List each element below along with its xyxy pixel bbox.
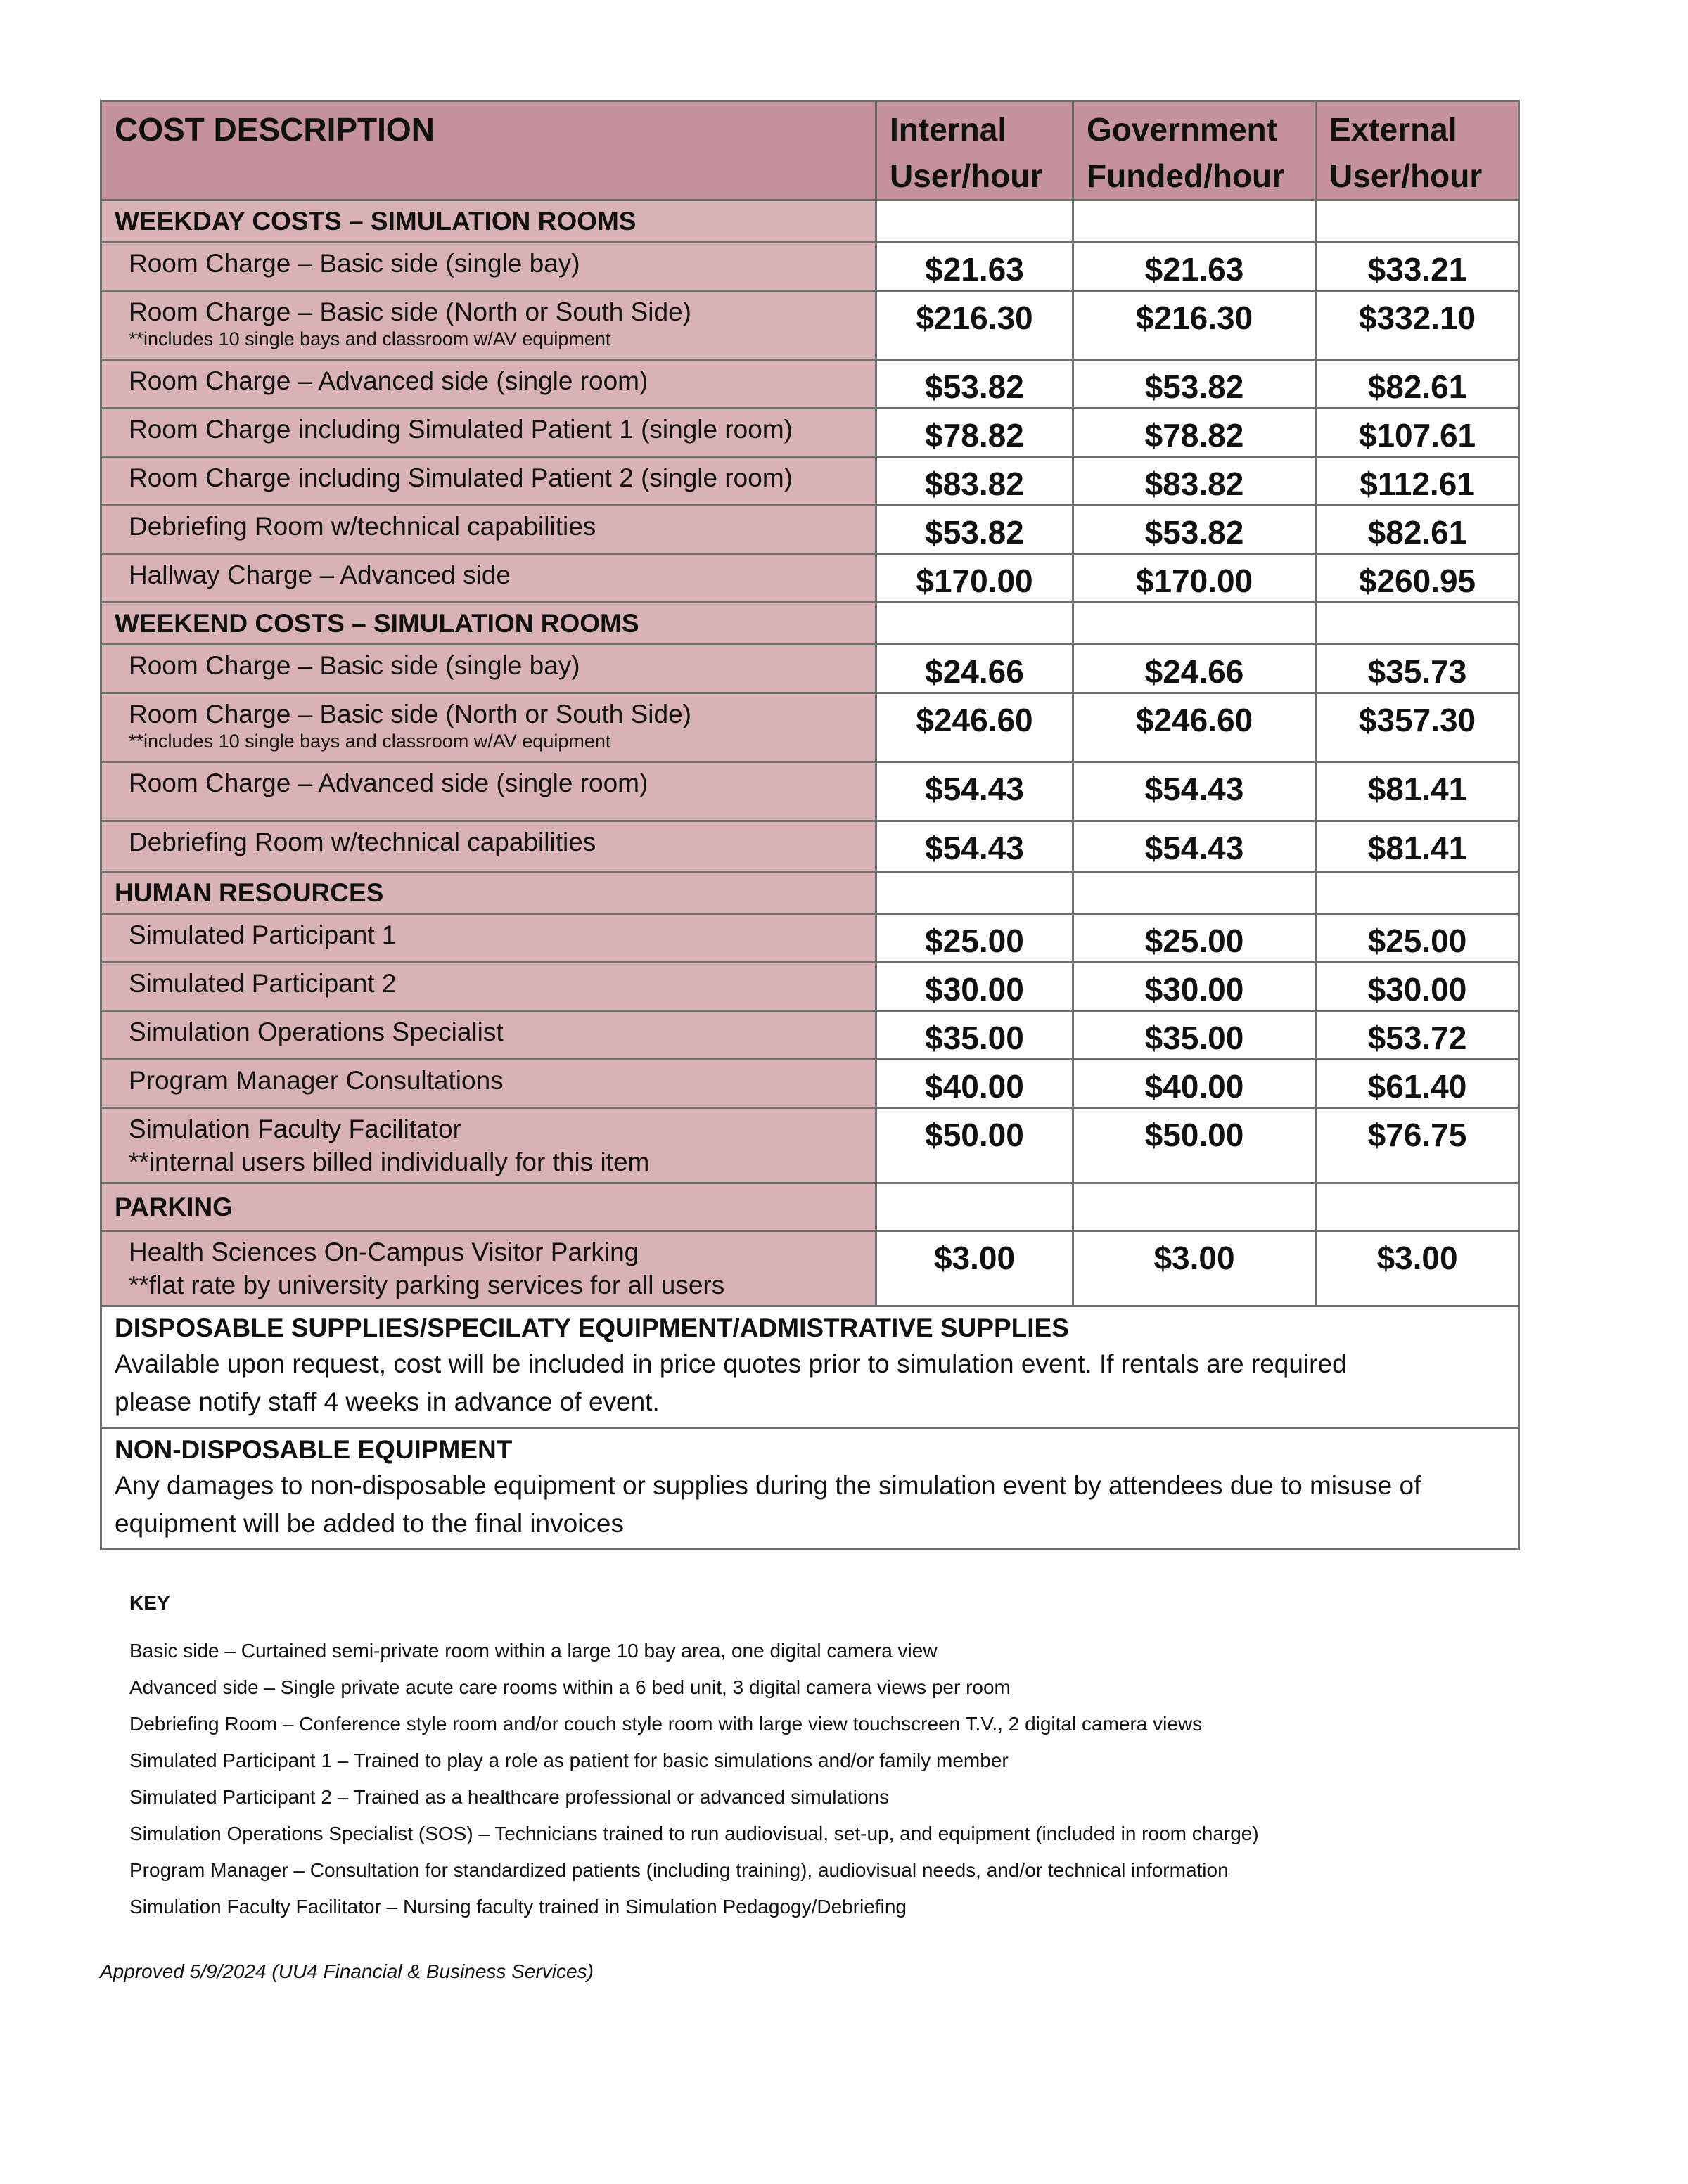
section-row-human-resources	[101, 872, 1519, 914]
table-row	[101, 914, 1519, 963]
key-item: Simulated Participant 2 – Trained as a healthcare professional or advanced simulations	[129, 1786, 890, 1808]
external-price: $357.30	[1316, 693, 1519, 762]
internal-price: $21.63	[876, 243, 1073, 291]
row-label: Health Sciences On-Campus Visitor Parking	[129, 1238, 639, 1266]
header-line: Internal	[890, 111, 1007, 148]
key-item: Basic side – Curtained semi-private room within a large 10 bay area, one digital camera view	[129, 1640, 938, 1662]
section-title-weekend: WEEKEND COSTS – SIMULATION ROOMS	[101, 603, 876, 645]
header-line: Funded/hour	[1087, 158, 1285, 194]
external-price: $81.41	[1316, 821, 1519, 872]
table-row	[101, 554, 1519, 603]
government-price: $40.00	[1073, 1060, 1316, 1108]
government-funded-header	[1073, 101, 1316, 200]
internal-price: $24.66	[876, 645, 1073, 693]
table-row	[101, 1108, 1519, 1183]
government-price: $24.66	[1073, 645, 1316, 693]
external-price: $81.41	[1316, 762, 1519, 821]
row-label: Room Charge – Basic side (North or South Side)	[129, 700, 691, 728]
external-price: $82.61	[1316, 506, 1519, 554]
key-item: Simulation Faculty Facilitator – Nursing faculty trained in Simulation Pedagogy/Debriefing	[129, 1896, 907, 1918]
external-price: $35.73	[1316, 645, 1519, 693]
internal-price: $78.82	[876, 409, 1073, 457]
section-row-weekday	[101, 200, 1519, 243]
key-legend	[129, 1592, 1606, 1925]
key-item: Simulation Operations Specialist (SOS) – Technicians trained to run audiovisual, set-up, and equipment (included in room charge)	[129, 1823, 1259, 1844]
row-label: Simulated Participant 2	[129, 969, 397, 998]
government-price: $50.00	[1073, 1108, 1316, 1183]
government-price: $3.00	[1073, 1231, 1316, 1306]
government-price: $30.00	[1073, 963, 1316, 1011]
row-label: Room Charge – Advanced side (single room)	[129, 769, 648, 797]
header-line: Government	[1087, 111, 1277, 148]
external-price: $30.00	[1316, 963, 1519, 1011]
disposable-supplies-row	[101, 1306, 1519, 1428]
header-line: User/hour	[890, 158, 1043, 194]
government-price: $170.00	[1073, 554, 1316, 603]
row-note: **internal users billed individually for this item	[129, 1148, 650, 1176]
external-price: $33.21	[1316, 243, 1519, 291]
row-note: **flat rate by university parking services for all users	[129, 1271, 725, 1299]
key-item: Debriefing Room – Conference style room and/or couch style room with large view touchscreen T.V., 2 digital camera views	[129, 1713, 1203, 1735]
government-price: $78.82	[1073, 409, 1316, 457]
internal-price: $83.82	[876, 457, 1073, 506]
row-label: Room Charge – Advanced side (single room)	[129, 366, 648, 395]
row-label: Simulation Faculty Facilitator	[129, 1115, 461, 1143]
section-title-weekday: WEEKDAY COSTS – SIMULATION ROOMS	[101, 200, 876, 243]
non-disposable-equipment-text: Any damages to non-disposable equipment or supplies during the simulation event by attendees due to misuse of equipment will be added to the final invoices	[115, 1471, 1421, 1538]
table-row	[101, 821, 1519, 872]
external-price: $260.95	[1316, 554, 1519, 603]
internal-price: $216.30	[876, 291, 1073, 360]
key-title: KEY	[129, 1592, 170, 1614]
external-price: $82.61	[1316, 360, 1519, 409]
table-row	[101, 1231, 1519, 1306]
cost-table	[100, 100, 1520, 1550]
row-note: **includes 10 single bays and classroom w/AV equipment	[129, 731, 611, 752]
table-row	[101, 762, 1519, 821]
internal-price: $54.43	[876, 821, 1073, 872]
key-item: Advanced side – Single private acute care rooms within a 6 bed unit, 3 digital camera views per room	[129, 1676, 1011, 1698]
internal-user-header	[876, 101, 1073, 200]
table-row	[101, 360, 1519, 409]
internal-price: $54.43	[876, 762, 1073, 821]
external-price: $107.61	[1316, 409, 1519, 457]
row-label: Debriefing Room w/technical capabilities	[129, 512, 596, 541]
table-row	[101, 1060, 1519, 1108]
government-price: $53.82	[1073, 360, 1316, 409]
non-disposable-equipment-row	[101, 1428, 1519, 1550]
government-price: $216.30	[1073, 291, 1316, 360]
cost-description-header: COST DESCRIPTION	[101, 101, 876, 200]
government-price: $246.60	[1073, 693, 1316, 762]
external-price: $3.00	[1316, 1231, 1519, 1306]
table-row	[101, 457, 1519, 506]
internal-price: $50.00	[876, 1108, 1073, 1183]
header-line: User/hour	[1329, 158, 1483, 194]
external-price: $53.72	[1316, 1011, 1519, 1060]
internal-price: $3.00	[876, 1231, 1073, 1306]
table-row	[101, 291, 1519, 360]
table-row	[101, 1011, 1519, 1060]
internal-price: $53.82	[876, 360, 1073, 409]
government-price: $83.82	[1073, 457, 1316, 506]
internal-price: $25.00	[876, 914, 1073, 963]
external-price: $25.00	[1316, 914, 1519, 963]
external-price: $332.10	[1316, 291, 1519, 360]
row-label: Simulated Participant 1	[129, 920, 397, 949]
internal-price: $30.00	[876, 963, 1073, 1011]
internal-price: $170.00	[876, 554, 1073, 603]
table-row	[101, 963, 1519, 1011]
row-note: **includes 10 single bays and classroom w/AV equipment	[129, 328, 611, 349]
government-price: $54.43	[1073, 762, 1316, 821]
row-label: Room Charge including Simulated Patient 2 (single room)	[129, 463, 793, 492]
section-row-weekend	[101, 603, 1519, 645]
government-price: $25.00	[1073, 914, 1316, 963]
table-row	[101, 693, 1519, 762]
external-user-header	[1316, 101, 1519, 200]
government-price: $21.63	[1073, 243, 1316, 291]
row-label: Program Manager Consultations	[129, 1066, 504, 1095]
row-label: Room Charge including Simulated Patient 1 (single room)	[129, 415, 793, 444]
row-label: Hallway Charge – Advanced side	[129, 560, 511, 589]
external-price: $76.75	[1316, 1108, 1519, 1183]
row-label: Simulation Operations Specialist	[129, 1017, 504, 1046]
table-row	[101, 243, 1519, 291]
section-row-parking	[101, 1183, 1519, 1231]
government-price: $53.82	[1073, 506, 1316, 554]
section-title-human-resources: HUMAN RESOURCES	[101, 872, 876, 914]
government-price: $54.43	[1073, 821, 1316, 872]
row-label: Room Charge – Basic side (single bay)	[129, 651, 580, 680]
internal-price: $35.00	[876, 1011, 1073, 1060]
row-label: Room Charge – Basic side (single bay)	[129, 249, 580, 278]
disposable-supplies-title: DISPOSABLE SUPPLIES/SPECILATY EQUIPMENT/ADMISTRATIVE SUPPLIES	[115, 1313, 1069, 1342]
table-row	[101, 645, 1519, 693]
external-price: $112.61	[1316, 457, 1519, 506]
internal-price: $246.60	[876, 693, 1073, 762]
header-line: External	[1329, 111, 1457, 148]
government-price: $35.00	[1073, 1011, 1316, 1060]
non-disposable-equipment-title: NON-DISPOSABLE EQUIPMENT	[115, 1435, 513, 1464]
section-title-parking: PARKING	[101, 1183, 876, 1231]
table-header-row	[101, 101, 1519, 200]
key-item: Program Manager – Consultation for standardized patients (including training), audiovisual needs, and/or technical information	[129, 1859, 1229, 1881]
disposable-supplies-text: Available upon request, cost will be included in price quotes prior to simulation event. If rentals are required please notify staff 4 weeks in advance of event.	[115, 1349, 1347, 1416]
key-item: Simulated Participant 1 – Trained to play a role as patient for basic simulations and/or family member	[129, 1749, 1009, 1771]
external-price: $61.40	[1316, 1060, 1519, 1108]
table-row	[101, 506, 1519, 554]
row-label: Debriefing Room w/technical capabilities	[129, 828, 596, 856]
table-row	[101, 409, 1519, 457]
approval-note: Approved 5/9/2024 (UU4 Financial & Business Services)	[100, 1960, 594, 1982]
internal-price: $53.82	[876, 506, 1073, 554]
row-label: Room Charge – Basic side (North or South Side)	[129, 297, 691, 326]
internal-price: $40.00	[876, 1060, 1073, 1108]
